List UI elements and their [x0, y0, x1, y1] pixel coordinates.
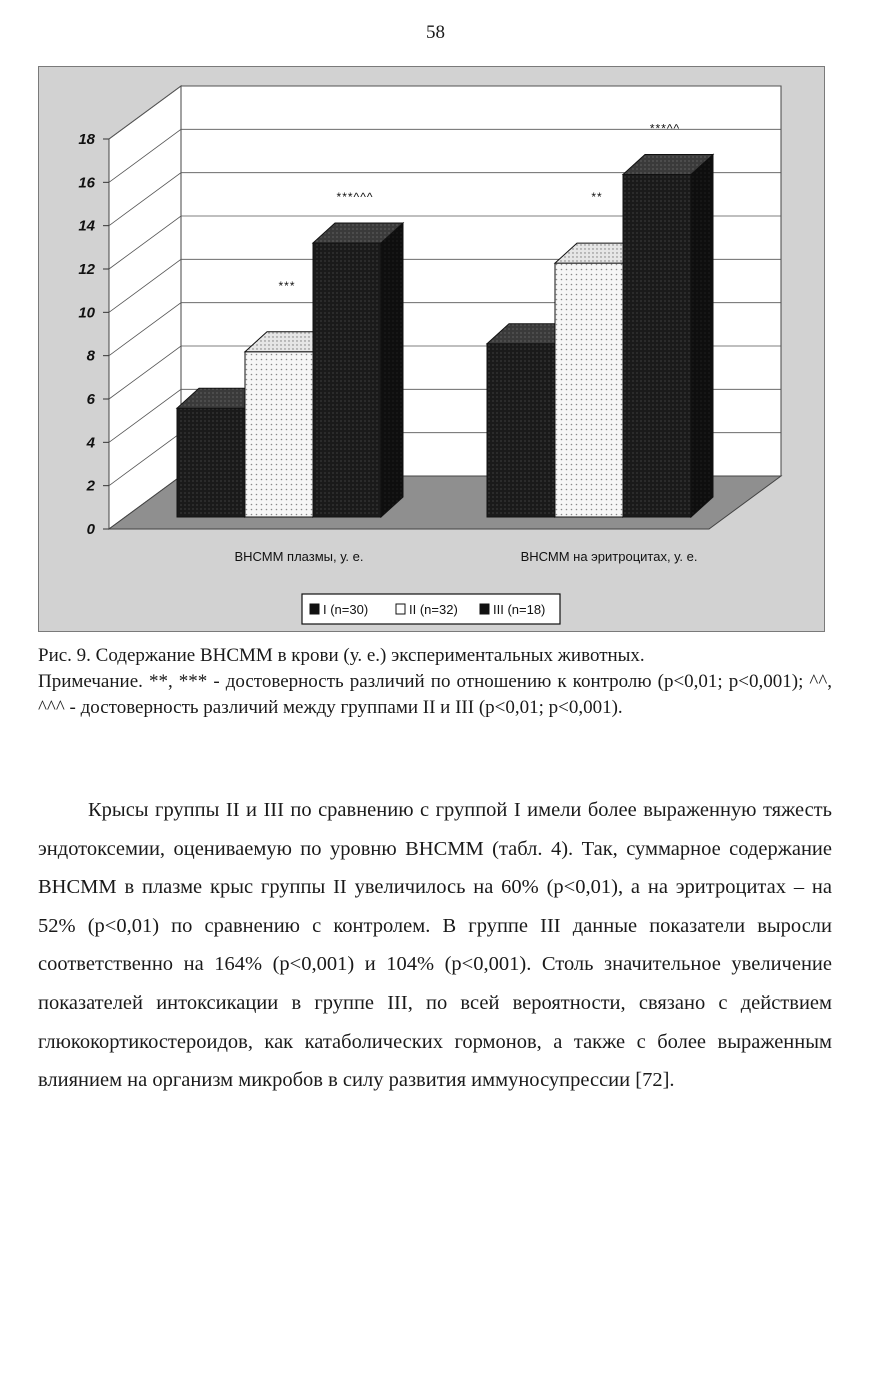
legend-label: II (n=32) — [409, 602, 458, 617]
bar-chart-3d — [39, 67, 826, 633]
bar-front — [623, 174, 691, 517]
bar-front — [245, 352, 313, 517]
significance-label: ***^^^ — [336, 189, 374, 204]
legend — [302, 594, 560, 624]
figure-chart — [38, 66, 825, 632]
category-label: ВНСММ на эритроцитах, у. е. — [520, 549, 698, 564]
bar — [623, 154, 713, 517]
legend-label: III (n=18) — [493, 602, 546, 617]
y-tick-label: 8 — [86, 347, 95, 365]
bar-front — [313, 243, 381, 517]
caption-title: Рис. 9. Содержание ВНСММ в крови (у. е.) экспериментальных животных. — [38, 645, 645, 666]
legend-swatch — [310, 604, 319, 614]
y-tick-label: 4 — [86, 434, 95, 452]
bar-front — [487, 344, 555, 517]
page-number: 58 — [426, 22, 445, 43]
y-tick-label: 14 — [78, 217, 95, 235]
legend-label: I (n=30) — [323, 602, 369, 617]
significance-label: ** — [591, 190, 603, 205]
x-axis-categories — [234, 549, 697, 564]
y-tick-label: 12 — [78, 261, 95, 278]
category-label: ВНСММ плазмы, у. е. — [234, 549, 364, 564]
y-tick-label: 0 — [86, 521, 95, 538]
y-axis-ticks — [78, 131, 95, 538]
y-tick-label: 2 — [86, 477, 95, 495]
significance-label: *** — [278, 278, 296, 293]
figure-caption — [38, 643, 832, 721]
legend-swatch — [480, 604, 489, 614]
y-tick-label: 10 — [78, 304, 95, 322]
significance-label: ***^^ — [649, 121, 681, 136]
legend-swatch — [396, 604, 405, 614]
y-tick-label: 16 — [78, 174, 95, 192]
body-paragraph: Крысы группы II и III по сравнению с группой I имели более выраженную тяжесть эндотоксемии, оцениваемую по уровню ВНСММ (табл. 4). Так, суммарное содержание ВНСММ в плазме крыс группы II увеличилось на 60% (p<0,01), а на эритроцитах – на 52% (p<0,01) по сравнению с контролем. В группе III данные показатели выросли соответственно на 164% (p<0,001) и 104% (p<0,001). Столь значительное увеличение показателей интоксикации в группе III, по всей вероятности, связано с действием глюкокортикостероидов, как катаболических гормонов, а также с более выраженным влиянием на организм микробов в силу развития иммуносупрессии [72]. — [38, 799, 832, 1092]
caption-note: Примечание. **, *** - достоверность различий по отношению к контролю (p<0,01; p<0,001); ^^, ^^^ - достоверность различий между группами II и III (p<0,01; p<0,001). — [38, 671, 832, 718]
bar-front — [555, 263, 623, 517]
bar-side — [691, 154, 713, 517]
y-tick-label: 6 — [86, 391, 95, 408]
bar-side — [381, 223, 403, 517]
bar — [313, 223, 403, 517]
bar-front — [177, 408, 245, 517]
side-wall — [109, 86, 181, 529]
y-tick-label: 18 — [78, 131, 95, 148]
